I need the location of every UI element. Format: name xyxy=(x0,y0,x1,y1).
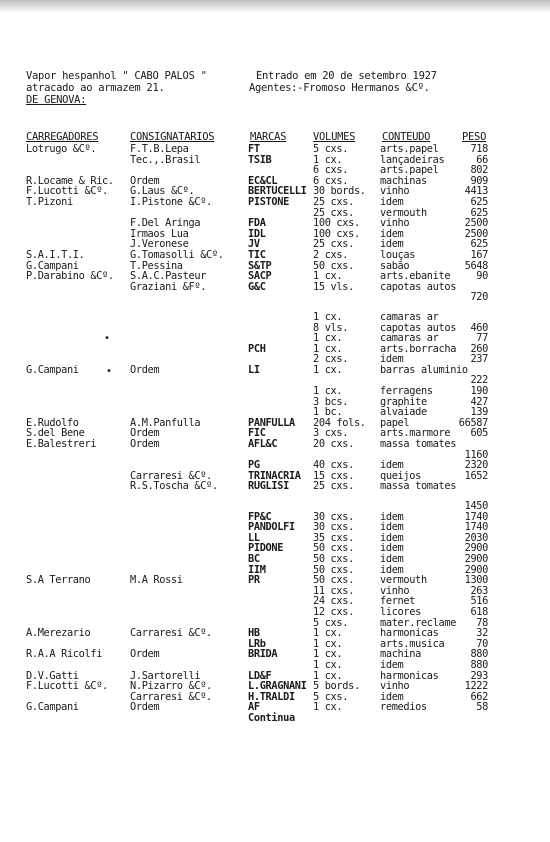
shipper-cell: F.Lucotti &Cº. xyxy=(26,680,108,693)
table-row xyxy=(0,713,550,724)
table-row xyxy=(0,292,550,303)
table-row xyxy=(0,229,550,240)
volume-cell: 24 cxs. xyxy=(313,595,354,608)
volume-cell: 12 cxs. xyxy=(313,605,354,618)
consignee-cell: Carraresi &Cº. xyxy=(130,627,212,640)
stray-dot: • xyxy=(104,333,111,344)
table-row xyxy=(0,386,550,397)
shipper-cell: D.V.Gatti xyxy=(26,669,79,682)
consignee-cell: Ordem xyxy=(130,648,160,661)
col-marcas: MARCAS xyxy=(250,131,287,143)
shipper-cell: G.Campani xyxy=(26,701,79,714)
content-cell: idem xyxy=(380,510,404,523)
weight-cell: 1160 xyxy=(464,448,488,461)
mark-cell: LI xyxy=(248,363,260,376)
weight-cell: 70 xyxy=(476,637,488,650)
weight-cell: 190 xyxy=(470,385,488,398)
mark-cell: PG xyxy=(248,459,260,472)
mark-cell: IIM xyxy=(248,563,266,576)
volume-cell: 1 cx. xyxy=(313,363,343,376)
table-row xyxy=(0,397,550,408)
content-cell: idem xyxy=(380,542,404,555)
consignee-cell: T.Pessina xyxy=(130,259,183,272)
content-cell: idem xyxy=(380,195,404,208)
table-row xyxy=(0,628,550,639)
consignee-cell: Carraresi &Cº. xyxy=(130,690,212,703)
content-cell: fernet xyxy=(380,595,416,608)
mark-cell: TRINACRIA xyxy=(248,469,301,482)
mark-cell: HB xyxy=(248,627,260,640)
mark-cell: FDA xyxy=(248,217,266,230)
consignee-cell: F.T.B.Lepa xyxy=(130,143,189,155)
volume-cell: 1 cx. xyxy=(313,701,343,714)
volume-cell: 5 cxs. xyxy=(313,690,349,703)
shipper-cell: S.del Bene xyxy=(26,427,85,440)
consignee-cell: Ordem xyxy=(130,438,160,451)
weight-cell: 1300 xyxy=(464,574,488,587)
content-cell: alvaiade xyxy=(380,406,427,419)
mark-cell: PANFULLA xyxy=(248,416,295,429)
mark-cell: FP&C xyxy=(248,510,272,523)
weight-cell: 222 xyxy=(470,374,488,387)
table-row xyxy=(0,344,550,355)
consignee-cell: F.Del Aringa xyxy=(130,217,201,230)
weight-cell: 2900 xyxy=(464,552,488,565)
content-cell: sabão xyxy=(380,259,410,272)
col-volumes: VOLUMES xyxy=(313,131,356,143)
volume-cell: 25 cxs. xyxy=(313,206,354,219)
mark-cell: BC xyxy=(248,552,260,565)
consignee-cell: J.Veronese xyxy=(130,238,189,251)
weight-cell: 718 xyxy=(470,143,488,155)
consignee-cell: I.Pistone &Cº. xyxy=(130,195,212,208)
content-cell: idem xyxy=(380,658,404,671)
content-cell: idem xyxy=(380,552,404,565)
table-row xyxy=(0,250,550,261)
weight-cell: 2500 xyxy=(464,227,488,240)
volume-cell: 25 cxs. xyxy=(313,480,354,493)
weight-cell: 1740 xyxy=(464,521,488,534)
weight-cell: 237 xyxy=(470,353,488,366)
mark-cell: TSIB xyxy=(248,153,272,166)
content-cell: arts.papel xyxy=(380,164,439,177)
table-row xyxy=(0,596,550,607)
volume-cell: 1 cx. xyxy=(313,310,343,323)
weight-cell: 2900 xyxy=(464,563,488,576)
shipper-cell: P.Darabino &Cº. xyxy=(26,270,114,283)
shipper-cell: Lotrugo &Cº. xyxy=(26,143,97,155)
content-cell: arts.musica xyxy=(380,637,445,650)
content-cell: vermouth xyxy=(380,206,427,219)
volume-cell: 1 cx. xyxy=(313,648,343,661)
volume-cell: 6 cxs. xyxy=(313,174,349,187)
weight-cell: 260 xyxy=(470,342,488,355)
volume-cell: 8 vls. xyxy=(313,321,349,334)
shipper-cell: S.A Terrano xyxy=(26,574,91,587)
mark-cell: H.TRALDI xyxy=(248,690,295,703)
volume-cell: 50 cxs. xyxy=(313,574,354,587)
volume-cell: 100 cxs. xyxy=(313,227,360,240)
consignee-cell: Irmaos Lua xyxy=(130,227,189,240)
content-cell: lançadeiras xyxy=(380,153,445,166)
consignee-cell: Ordem xyxy=(130,174,160,187)
consignee-cell: S.A.C.Pasteur xyxy=(130,270,207,283)
mark-cell: AF xyxy=(248,701,260,714)
volume-cell: 5 cxs. xyxy=(313,143,349,155)
weight-cell: 662 xyxy=(470,690,488,703)
content-cell: idem xyxy=(380,227,404,240)
content-cell: camaras ar xyxy=(380,332,439,345)
table-row xyxy=(0,692,550,703)
weight-cell: 625 xyxy=(470,206,488,219)
volume-cell: 15 cxs. xyxy=(313,469,354,482)
mark-cell: PIDONE xyxy=(248,542,284,555)
weight-cell: 78 xyxy=(476,616,488,629)
volume-cell: 1 cx. xyxy=(313,342,343,355)
table-row xyxy=(0,375,550,386)
content-cell: harmonicas xyxy=(380,627,439,640)
content-cell: harmonicas xyxy=(380,669,439,682)
content-cell: arts.papel xyxy=(380,143,439,155)
stray-dot: • xyxy=(106,366,113,377)
consignee-cell: G.Laus &Cº. xyxy=(130,185,195,198)
mark-cell: AFL&C xyxy=(248,438,278,451)
consignee-cell: M.A Rossi xyxy=(130,574,183,587)
volume-cell: 1 cx. xyxy=(313,385,343,398)
consignee-cell: J.Sartorelli xyxy=(130,669,201,682)
content-cell: machina xyxy=(380,648,421,661)
weight-cell: 625 xyxy=(470,195,488,208)
shipper-cell: R.A.A Ricolfi xyxy=(26,648,103,661)
table-row xyxy=(0,312,550,323)
content-cell: arts.ebanite xyxy=(380,270,451,283)
content-cell: camaras ar xyxy=(380,310,439,323)
berth-line: atracado ao armazem 21. xyxy=(26,82,165,94)
weight-cell: 2320 xyxy=(464,459,488,472)
volume-cell: 2 cxs. xyxy=(313,353,349,366)
weight-cell: 66587 xyxy=(458,416,488,429)
table-row xyxy=(0,649,550,660)
content-cell: mater.reclame xyxy=(380,616,457,629)
mark-cell: BERTUCELLI xyxy=(248,185,307,198)
weight-cell: 1222 xyxy=(464,680,488,693)
col-conteudo: CONTEUDO xyxy=(382,131,431,143)
weight-cell: 605 xyxy=(470,427,488,440)
mark-cell: G&C xyxy=(248,280,266,293)
content-cell: licores xyxy=(380,605,421,618)
mark-cell: PR xyxy=(248,574,260,587)
mark-cell: EC&CL xyxy=(248,174,278,187)
weight-cell: 720 xyxy=(470,291,488,304)
weight-cell: 625 xyxy=(470,238,488,251)
mark-cell: Continua xyxy=(248,711,295,724)
consignee-cell: Ordem xyxy=(130,701,160,714)
content-cell: massa tomates xyxy=(380,438,457,451)
weight-cell: 802 xyxy=(470,164,488,177)
volume-cell: 1 cx. xyxy=(313,270,343,283)
content-cell: machinas xyxy=(380,174,427,187)
content-cell: vinho xyxy=(380,217,410,230)
shipper-cell: G.Campani xyxy=(26,259,79,272)
mark-cell: L.GRAGNANI xyxy=(248,680,307,693)
mark-cell: JV xyxy=(248,238,260,251)
content-cell: idem xyxy=(380,531,404,544)
mark-cell: LRb xyxy=(248,637,266,650)
volume-cell: 5 cxs. xyxy=(313,616,349,629)
table-row xyxy=(0,282,550,293)
shipper-cell: F.Lucotti &Cº. xyxy=(26,185,108,198)
scan-edge xyxy=(0,0,550,14)
table-row xyxy=(0,271,550,282)
shipper-cell: A.Merezario xyxy=(26,627,91,640)
volume-cell: 20 cxs. xyxy=(313,438,354,451)
volume-cell: 25 cxs. xyxy=(313,238,354,251)
volume-cell: 50 cxs. xyxy=(313,542,354,555)
mark-cell: S&TP xyxy=(248,259,272,272)
agents-line: Agentes:-Fromoso Hermanos &Cº. xyxy=(249,82,430,94)
table-row xyxy=(0,197,550,208)
weight-cell: 90 xyxy=(476,270,488,283)
mark-cell: PANDOLFI xyxy=(248,521,295,534)
weight-cell: 4413 xyxy=(464,185,488,198)
table-row xyxy=(0,481,550,492)
table-row xyxy=(0,575,550,586)
weight-cell: 460 xyxy=(470,321,488,334)
content-cell: idem xyxy=(380,690,404,703)
volume-cell: 50 cxs. xyxy=(313,563,354,576)
consignee-cell: Ordem xyxy=(130,363,160,376)
volume-cell: 30 cxs. xyxy=(313,510,354,523)
mark-cell: TIC xyxy=(248,248,266,261)
mark-cell: SACP xyxy=(248,270,272,283)
weight-cell: 618 xyxy=(470,605,488,618)
weight-cell: 516 xyxy=(470,595,488,608)
shipper-cell: T.Pizoni xyxy=(26,195,73,208)
weight-cell: 1652 xyxy=(464,469,488,482)
mark-cell: PISTONE xyxy=(248,195,289,208)
volume-cell: 1 cx. xyxy=(313,637,343,650)
table-row xyxy=(0,554,550,565)
shipper-cell: S.A.I.T.I. xyxy=(26,248,85,261)
weight-cell: 1740 xyxy=(464,510,488,523)
content-cell: papel xyxy=(380,416,410,429)
content-cell: arts.marmore xyxy=(380,427,451,440)
content-cell: idem xyxy=(380,353,404,366)
content-cell: capotas autos xyxy=(380,321,457,334)
content-cell: remedios xyxy=(380,701,427,714)
origin-port: DE GENOVA: xyxy=(26,94,87,106)
col-consignatarios: CONSIGNATARIOS xyxy=(130,131,215,143)
weight-cell: 2030 xyxy=(464,531,488,544)
consignee-cell: R.S.Toscha &Cº. xyxy=(130,480,218,493)
content-cell: vinho xyxy=(380,680,410,693)
volume-cell: 2 cxs. xyxy=(313,248,349,261)
content-cell: graphite xyxy=(380,395,427,408)
consignee-cell: G.Tomasolli &Cº. xyxy=(130,248,224,261)
table-row xyxy=(0,155,550,166)
vessel-line: Vapor hespanhol " CABO PALOS " xyxy=(26,70,207,82)
volume-cell: 15 vls. xyxy=(313,280,354,293)
weight-cell: 58 xyxy=(476,701,488,714)
content-cell: queijos xyxy=(380,469,421,482)
content-cell: barras aluminio xyxy=(380,363,468,376)
volume-cell: 1 cx. xyxy=(313,153,343,166)
arrival-date: Entrado em 20 de setembro 1927 xyxy=(256,70,437,82)
table-row xyxy=(0,501,550,512)
weight-cell: 293 xyxy=(470,669,488,682)
weight-cell: 880 xyxy=(470,658,488,671)
shipper-cell: E.Balestreri xyxy=(26,438,97,451)
volume-cell: 11 cxs. xyxy=(313,584,354,597)
table-row xyxy=(0,144,550,155)
col-carregadores: CARREGADORES xyxy=(26,131,99,143)
mark-cell: FT xyxy=(248,143,260,155)
col-peso: PESO xyxy=(462,131,487,143)
volume-cell: 1 cx. xyxy=(313,332,343,345)
volume-cell: 1 bc. xyxy=(313,406,343,419)
volume-cell: 5 bords. xyxy=(313,680,360,693)
mark-cell: LL xyxy=(248,531,260,544)
weight-cell: 263 xyxy=(470,584,488,597)
weight-cell: 32 xyxy=(476,627,488,640)
content-cell: idem xyxy=(380,521,404,534)
weight-cell: 5648 xyxy=(464,259,488,272)
weight-cell: 66 xyxy=(476,153,488,166)
volume-cell: 1 cx. xyxy=(313,627,343,640)
mark-cell: IDL xyxy=(248,227,266,240)
weight-cell: 139 xyxy=(470,406,488,419)
volume-cell: 204 fols. xyxy=(313,416,366,429)
volume-cell: 35 cxs. xyxy=(313,531,354,544)
content-cell: massa tomates xyxy=(380,480,457,493)
table-row xyxy=(0,323,550,334)
volume-cell: 1 cx. xyxy=(313,669,343,682)
content-cell: vermouth xyxy=(380,574,427,587)
table-row xyxy=(0,660,550,671)
consignee-cell: Graziani &Fº. xyxy=(130,280,207,293)
shipper-cell: E.Rudolfo xyxy=(26,416,79,429)
weight-cell: 880 xyxy=(470,648,488,661)
volume-cell: 30 bords. xyxy=(313,185,366,198)
table-row xyxy=(0,303,550,312)
consignee-cell: N.Pizarro &Cº. xyxy=(130,680,212,693)
volume-cell: 100 cxs. xyxy=(313,217,360,230)
volume-cell: 40 cxs. xyxy=(313,459,354,472)
volume-cell: 25 cxs. xyxy=(313,195,354,208)
weight-cell: 77 xyxy=(476,332,488,345)
manifest-table xyxy=(0,144,550,723)
volume-cell: 30 cxs. xyxy=(313,521,354,534)
mark-cell: LD&F xyxy=(248,669,272,682)
mark-cell: FIC xyxy=(248,427,266,440)
volume-cell: 3 cxs. xyxy=(313,427,349,440)
volume-cell: 6 cxs. xyxy=(313,164,349,177)
volume-cell: 1 cx. xyxy=(313,658,343,671)
weight-cell: 167 xyxy=(470,248,488,261)
weight-cell: 427 xyxy=(470,395,488,408)
weight-cell: 909 xyxy=(470,174,488,187)
content-cell: capotas autos xyxy=(380,280,457,293)
table-row xyxy=(0,586,550,597)
consignee-cell: A.M.Panfulla xyxy=(130,416,201,429)
consignee-cell: Carraresi &Cº. xyxy=(130,469,212,482)
table-row xyxy=(0,333,550,344)
mark-cell: BRIDA xyxy=(248,648,278,661)
weight-cell: 1450 xyxy=(464,500,488,512)
content-cell: arts.borracha xyxy=(380,342,457,355)
mark-cell: RUGLISI xyxy=(248,480,289,493)
shipper-cell: G.Campani xyxy=(26,363,79,376)
content-cell: vinho xyxy=(380,185,410,198)
weight-cell: 2900 xyxy=(464,542,488,555)
consignee-cell: Tec.,.Brasil xyxy=(130,153,201,166)
weight-cell: 2500 xyxy=(464,217,488,230)
volume-cell: 3 bcs. xyxy=(313,395,349,408)
content-cell: idem xyxy=(380,238,404,251)
mark-cell: PCH xyxy=(248,342,266,355)
content-cell: idem xyxy=(380,459,404,472)
content-cell: louças xyxy=(380,248,416,261)
volume-cell: 50 cxs. xyxy=(313,259,354,272)
table-row xyxy=(0,607,550,618)
content-cell: vinho xyxy=(380,584,410,597)
table-row xyxy=(0,365,550,376)
content-cell: idem xyxy=(380,563,404,576)
consignee-cell: Ordem xyxy=(130,427,160,440)
shipper-cell: R.Locame & Ric. xyxy=(26,174,114,187)
content-cell: ferragens xyxy=(380,385,433,398)
volume-cell: 50 cxs. xyxy=(313,552,354,565)
